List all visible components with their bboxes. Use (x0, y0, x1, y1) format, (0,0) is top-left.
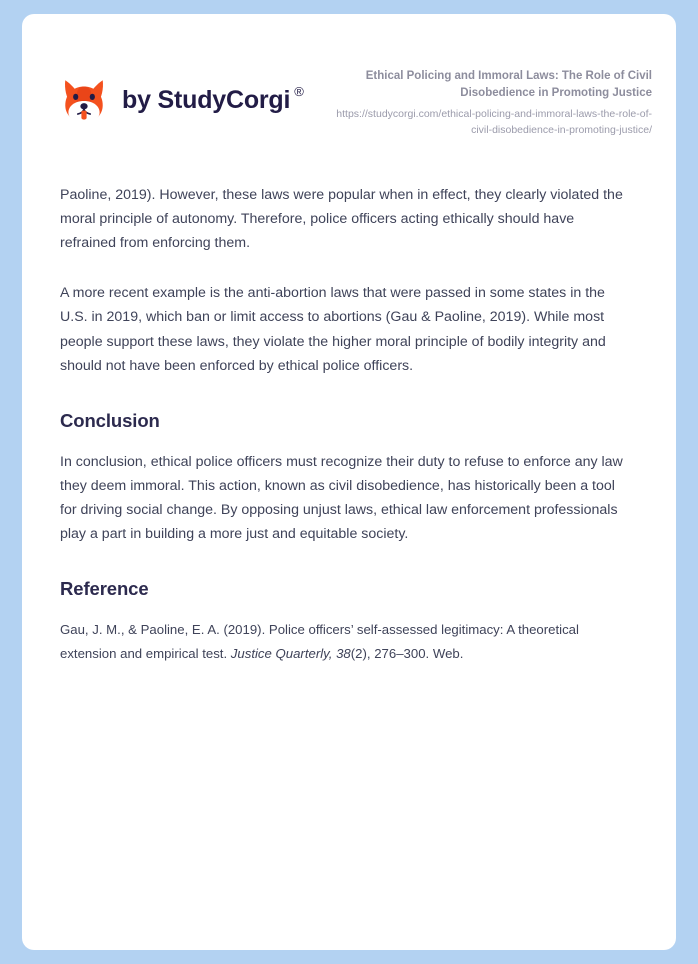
reference-entry (60, 618, 632, 665)
brand-wordmark-text: by StudyCorgi (122, 85, 291, 114)
document-page-card (22, 14, 676, 950)
corgi-face-logo-icon (58, 74, 110, 126)
document-body (22, 183, 676, 666)
brand-wordmark (122, 83, 304, 115)
reference-authors-title: Gau, J. M., & Paoline, E. A. (2019). Police officers’ self-assessed legitimacy: A theoretical extension and empirical test. (60, 622, 579, 661)
conclusion-paragraph: In conclusion, ethical police officers must recognize their duty to refuse to enforce any law they deem immoral. This action, known as civil disobedience, has historically been a tool for driving social change. By opposing unjust laws, ethical law enforcement professionals play a part in building a more just and equitable society. (60, 453, 623, 543)
body-paragraph: Paoline, 2019). However, these laws were popular when in effect, they clearly violated the moral principle of autonomy. Therefore, police officers acting ethically should have refrained from enforcing them. (60, 186, 623, 252)
document-meta (322, 64, 652, 139)
source-url: https://studycorgi.com/ethical-policing-and-immoral-laws-the-role-of-civil-disobedience-in-promoting-justice/ (336, 108, 652, 137)
reference-journal-volume: Justice Quarterly, 38 (230, 645, 351, 661)
reference-pages: (2), 276–300. Web. (350, 645, 464, 661)
section-heading-conclusion: Conclusion (60, 409, 160, 431)
brand-logo-block (58, 64, 304, 126)
body-paragraph: A more recent example is the anti-abortion laws that were passed in some states in the U.S. in 2019, which ban or limit access to abortions (Gau & Paoline, 2019). While most people support these laws, they violate the higher moral principle of bodily integrity and should not have been enforced by ethical police officers. (60, 285, 606, 374)
document-header (22, 14, 676, 139)
page-title: Ethical Policing and Immoral Laws: The Role of Civil Disobedience in Promoting Justice (365, 70, 652, 99)
section-heading-reference: Reference (60, 578, 149, 600)
registered-trademark-icon: ® (294, 83, 304, 99)
